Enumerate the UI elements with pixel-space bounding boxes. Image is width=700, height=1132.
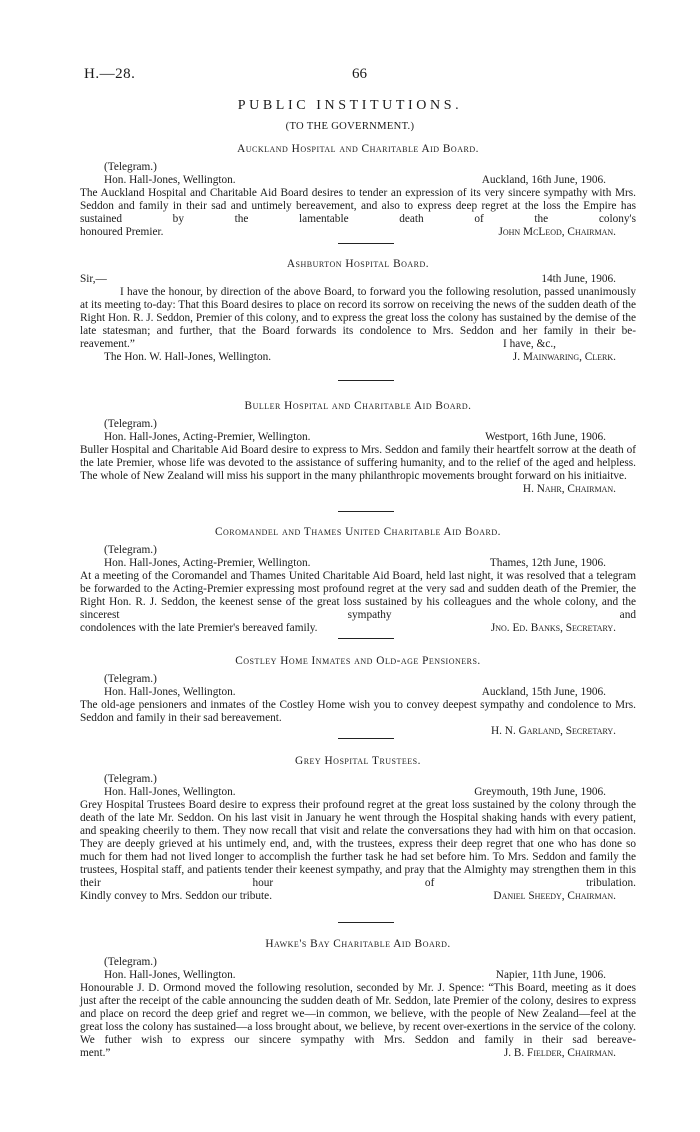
place-date: Auckland, 15th June, 1906. — [481, 686, 606, 698]
addressee: Hon. Hall-Jones, Wellington. — [104, 686, 236, 698]
addressee: The Hon. W. Hall-Jones, Wellington. — [104, 351, 272, 363]
page-title: PUBLIC INSTITUTIONS. — [237, 98, 463, 113]
place-date: Auckland, 16th June, 1906. — [481, 174, 606, 186]
section-divider — [338, 243, 394, 244]
place-date: Napier, 11th June, 1906. — [495, 969, 606, 981]
telegram-label: (Telegram.) — [104, 544, 157, 556]
page-subtitle: (TO THE GOVERNMENT.) — [285, 121, 415, 132]
addressee: Hon. Hall-Jones, Wellington. — [104, 786, 236, 798]
telegram-label: (Telegram.) — [104, 161, 157, 173]
place-date: Greymouth, 19th June, 1906. — [474, 786, 606, 798]
letter-body: I have the honour, by direction of the above Board, to forward you the following resolution, passed unanimously at its meeting to-day: That this Board desires to place on record its sorrow on receiving the news of the sudden death of the Right Hon. R. J. Seddon, Premier of this colony, and to express the great loss the colony has sustained by the demise of the late statesman; and further, that the Board forwards its condolence to Mrs. Seddon and her family in their be- — [80, 286, 637, 337]
letter-body: Buller Hospital and Charitable Aid Board desire to express to Mrs. Seddon and family their heartfelt sorrow at the death of the late Premier, whose life was devoted to the assistance of suffering humanity, and to the relief of the aged and helpless. The whole of New Zealand will miss his support in the many philanthropic movements brought forward on his initiaitve. — [80, 444, 636, 482]
section-heading: Auckland Hospital and Charitable Aid Board. — [237, 143, 479, 155]
section-divider — [338, 638, 394, 639]
section-heading: Coromandel and Thames United Charitable Aid Board. — [215, 526, 501, 538]
section-costley — [80, 655, 636, 738]
signature: H. Nahr, Chairman. — [522, 483, 616, 495]
place-date: Thames, 12th June, 1906. — [489, 557, 606, 569]
section-hawkes-bay — [80, 938, 636, 1060]
document-reference: H.—28. — [84, 66, 136, 82]
letter-body: Grey Hospital Trustees Board desire to express their profound regret at the great loss sustained by the colony through the death of the late Mr. Seddon. On his last visit in January he went through the Hospital shaking hands with every patient, and speaking cheerily to them. They now recall that visit and relate the conversations they had with him on that occasion. They are deeply grieved at his untimely end, and, with the trustees, express their deep regret that one who has done so much for them had not lived longer to accomplish the further task he had set before him. To Mrs. Seddon and family the trustees, Hospital staff, and patients tender their keenest sympathy, and pray that the Almighty may strengthen them in this their hour of tribulation. — [80, 799, 636, 889]
signature: Daniel Sheedy, Chairman. — [493, 890, 616, 902]
page-number: 66 — [352, 66, 367, 82]
section-coromandel — [80, 526, 636, 635]
addressee: Hon. Hall-Jones, Acting-Premier, Wellington. — [104, 557, 311, 569]
letter-body: The Auckland Hospital and Charitable Aid Board desires to tender an expression of its very sincere sympathy with Mrs. Seddon and family in their sad and untimely bereavement, and also to express deep regret at the loss the Empire has sustained by the lamentable death of the colony's — [80, 187, 636, 225]
telegram-label: (Telegram.) — [104, 673, 157, 685]
section-buller — [80, 400, 636, 496]
telegram-label: (Telegram.) — [104, 773, 157, 785]
letter-closing: I have, &c., — [502, 338, 556, 350]
section-heading: Ashburton Hospital Board. — [286, 258, 430, 270]
section-ashburton — [80, 258, 636, 364]
signature: J. Mainwaring, Clerk. — [512, 351, 616, 363]
letter-date: 14th June, 1906. — [541, 273, 616, 285]
addressee: Hon. Hall-Jones, Wellington. — [104, 969, 236, 981]
letter-body-end: reavement.” — [80, 338, 135, 350]
letter-body-end: Kindly convey to Mrs. Seddon our tribute. — [80, 890, 273, 902]
signature: Jno. Ed. Banks, Secretary. — [490, 622, 616, 634]
section-divider — [338, 738, 394, 739]
addressee: Hon. Hall-Jones, Wellington. — [104, 174, 236, 186]
letter-body-end: ment.” — [80, 1047, 111, 1059]
section-heading: Buller Hospital and Charitable Aid Board. — [244, 400, 472, 412]
section-grey — [80, 755, 636, 903]
salutation: Sir,— — [80, 273, 107, 285]
letter-body-end: honoured Premier. — [80, 226, 164, 238]
section-divider — [338, 380, 394, 381]
section-divider — [338, 922, 394, 923]
section-heading: Costley Home Inmates and Old-age Pensioners. — [235, 655, 481, 667]
letter-body: At a meeting of the Coromandel and Thames United Charitable Aid Board, held last night, it was resolved that a telegram be forwarded to the Acting-Premier expressing most profound regret at the very sad and sudden death of the Premier, the Right Hon. R. J. Seddon, the keenest sense of the great loss sustained by his colleagues and the whole colony, and the sincerest sympathy and — [80, 570, 636, 621]
letter-body: Honourable J. D. Ormond moved the following resolution, seconded by Mr. J. Spence: “This Board, meeting as it does just after the receipt of the cable announcing the sudden death of Mr. Seddon, late Premier of the colony, desires to express and place on record the deep grief and regret we—in common, we believe, with the people of New Zealand—feel at the great loss the colony has sustained—a loss brought about, we believe, by recent over-exertions in the service of the colony. We futher wish to express our sincere sympathy with Mrs. Seddon and family in their sad bereave- — [80, 982, 636, 1046]
section-divider — [338, 511, 394, 512]
addressee: Hon. Hall-Jones, Acting-Premier, Wellington. — [104, 431, 311, 443]
signature: H. N. Garland, Secretary. — [491, 725, 616, 737]
telegram-label: (Telegram.) — [104, 956, 157, 968]
section-heading: Hawke's Bay Charitable Aid Board. — [265, 938, 451, 950]
signature: John McLeod, Chairman. — [498, 226, 616, 238]
letter-body-end: condolences with the late Premier's bereaved family. — [80, 622, 318, 634]
section-auckland — [80, 143, 636, 239]
telegram-label: (Telegram.) — [104, 418, 157, 430]
place-date: Westport, 16th June, 1906. — [485, 431, 606, 443]
signature: J. B. Fielder, Chairman. — [503, 1047, 616, 1059]
section-heading: Grey Hospital Trustees. — [295, 755, 421, 767]
letter-body: The old-age pensioners and inmates of the Costley Home wish you to convey deepest sympathy and condolence to Mrs. Seddon and family in their sad bereavement. — [80, 699, 636, 724]
